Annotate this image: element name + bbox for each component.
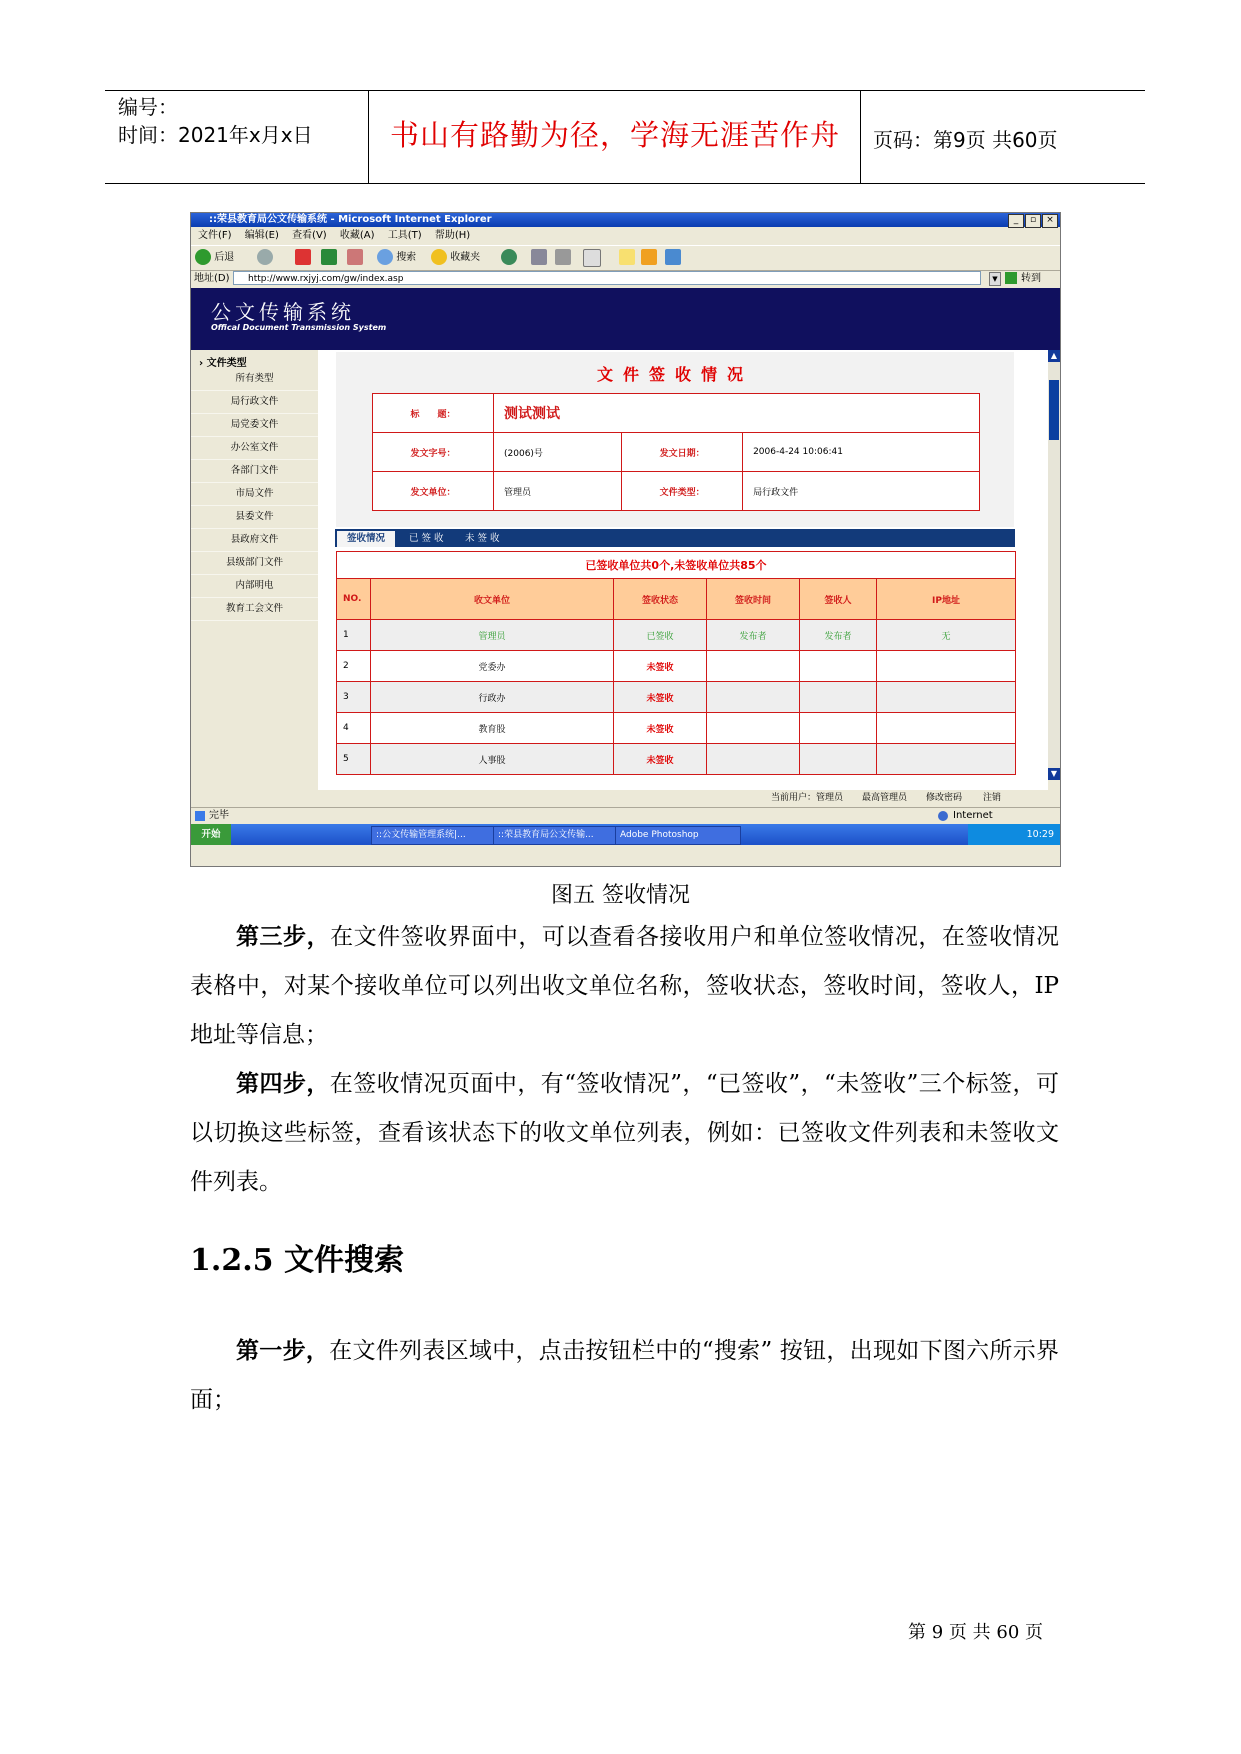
row-unit: 行政办 xyxy=(371,682,614,713)
app-banner xyxy=(191,288,1060,350)
sidebar-item-city-bureau[interactable]: 市局文件 xyxy=(191,483,318,506)
row-person xyxy=(800,651,877,682)
row-person xyxy=(800,682,877,713)
paragraph-step3 xyxy=(190,912,1059,1060)
row-time xyxy=(707,651,800,682)
row-time xyxy=(707,682,800,713)
sidebar-item-county-government[interactable]: 县政府文件 xyxy=(191,529,318,552)
address-input[interactable]: http://www.rxjyj.com/gw/index.asp xyxy=(233,271,981,285)
table-row xyxy=(337,651,1016,682)
row-unit: 党委办 xyxy=(371,651,614,682)
paragraph-text: 在文件列表区域中，点击按钮栏中的“搜索” 按钮，出现如下图六所示界面； xyxy=(190,1338,1060,1413)
vertical-scrollbar[interactable] xyxy=(1048,350,1060,780)
doc-time-label: 时间：2021年x月x日 xyxy=(118,123,313,147)
sidebar-item-county-committee[interactable]: 县委文件 xyxy=(191,506,318,529)
zone-text: Internet xyxy=(953,810,993,821)
row-ip: 无 xyxy=(877,620,1016,651)
step-label: 第四步， xyxy=(236,1070,330,1097)
current-user: 当前用户：管理员 xyxy=(771,793,844,803)
print-icon xyxy=(555,249,571,265)
page-title: 文件签收情况 xyxy=(596,365,753,384)
status-text: 完毕 xyxy=(209,810,229,821)
row-time: 发布者 xyxy=(707,620,800,651)
sidebar-item-union[interactable]: 教育工会文件 xyxy=(191,598,318,621)
row-person xyxy=(800,744,877,775)
system-tray xyxy=(968,824,1060,845)
menu-edit[interactable]: 编辑(E) xyxy=(244,230,279,241)
date-value: 2006-4-24 10:06:41 xyxy=(743,433,980,472)
step-label: 第三步， xyxy=(236,923,331,950)
taskbar-item[interactable]: Adobe Photoshop xyxy=(615,826,741,845)
section-heading: 1.2.5 文件搜索 xyxy=(190,1243,404,1278)
type-value: 局行政文件 xyxy=(743,472,980,511)
document-info-panel xyxy=(336,352,1014,527)
unit-value: 管理员 xyxy=(494,472,622,511)
row-status: 未签收 xyxy=(614,744,707,775)
paragraph-text: 在签收情况页面中，有“签收情况”，“已签收”，“未签收”三个标签，可以切换这些标签，查看该状态下的收文单位列表，例如：已签收文件列表和未签收文件列表。 xyxy=(190,1071,1059,1195)
mail-icon xyxy=(531,249,547,265)
table-row xyxy=(337,620,1016,651)
word-icon xyxy=(583,249,601,267)
tab-sign-status[interactable]: 签收情况 xyxy=(337,531,395,547)
forward-arrow-icon xyxy=(257,249,273,265)
address-bar xyxy=(191,270,1060,287)
main-content xyxy=(318,350,1048,790)
menu-view[interactable]: 查看(V) xyxy=(292,230,327,241)
doc-number-label: 编号： xyxy=(118,95,178,119)
sidebar xyxy=(191,350,319,790)
word-button[interactable] xyxy=(583,249,601,267)
row-ip xyxy=(877,651,1016,682)
menu-favorites[interactable]: 收藏(A) xyxy=(339,230,375,241)
row-person: 发布者 xyxy=(800,620,877,651)
app-title: 公文传输系统 xyxy=(211,300,355,324)
taskbar-item[interactable]: ::荣县教育局公文传输... xyxy=(493,826,619,845)
menu-file[interactable]: 文件(F) xyxy=(198,230,232,241)
paragraph-search-step1 xyxy=(190,1326,1059,1425)
start-button[interactable]: 开始 xyxy=(191,824,231,845)
sign-summary: 已签收单位共0个,未签收单位共85个 xyxy=(337,552,1016,579)
row-no: 5 xyxy=(337,744,371,775)
header-divider xyxy=(860,90,861,183)
back-button[interactable]: 后退 xyxy=(195,249,234,267)
home-icon xyxy=(347,249,363,265)
sidebar-item-internal-telegram[interactable]: 内部明电 xyxy=(191,575,318,598)
column-header-time: 签收时间 xyxy=(707,579,800,620)
scroll-up-icon[interactable]: ▲ xyxy=(1048,350,1060,362)
star-icon xyxy=(431,249,447,265)
scroll-thumb[interactable] xyxy=(1049,380,1059,440)
page-footer: 第 9 页 共 60 页 xyxy=(908,1622,1043,1643)
back-arrow-icon xyxy=(195,249,211,265)
unit-label: 发文单位： xyxy=(373,472,494,511)
row-no: 2 xyxy=(337,651,371,682)
row-no: 3 xyxy=(337,682,371,713)
user-role: 最高管理员 xyxy=(862,793,908,803)
close-button[interactable]: × xyxy=(1042,214,1058,228)
row-status: 已签收 xyxy=(614,620,707,651)
taskbar-item[interactable]: ::公文传输管理系统|... xyxy=(371,826,497,845)
paragraph-step4 xyxy=(190,1059,1059,1207)
row-ip xyxy=(877,682,1016,713)
address-label: 地址(D) xyxy=(194,273,230,284)
sidebar-item-all[interactable]: 所有类型 xyxy=(191,368,318,391)
note-button[interactable] xyxy=(619,249,635,267)
title-label: 标 题： xyxy=(373,394,494,433)
sidebar-item-county-departments[interactable]: 县级部门文件 xyxy=(191,552,318,575)
messenger-button[interactable] xyxy=(665,249,681,267)
sign-table xyxy=(336,551,1016,775)
favorites-button[interactable]: 收藏夹 xyxy=(431,249,480,267)
sidebar-item-office[interactable]: 办公室文件 xyxy=(191,437,318,460)
page-icon xyxy=(195,811,205,821)
row-no: 1 xyxy=(337,620,371,651)
clock: 10:29 xyxy=(1026,829,1054,840)
column-header-no: NO. xyxy=(337,579,371,620)
column-header-ip: IP地址 xyxy=(877,579,1016,620)
window-titlebar xyxy=(191,213,1060,227)
menu-tools[interactable]: 工具(T) xyxy=(387,230,422,241)
row-time xyxy=(707,713,800,744)
sign-tab-bar xyxy=(335,529,1015,547)
row-time xyxy=(707,744,800,775)
row-no: 4 xyxy=(337,713,371,744)
tab-signed[interactable]: 已 签 收 xyxy=(409,533,444,544)
browser-status-bar xyxy=(191,807,1060,824)
refresh-icon xyxy=(321,249,337,265)
menu-bar xyxy=(191,228,1060,244)
row-status: 未签收 xyxy=(614,713,707,744)
header-bottom-rule xyxy=(105,183,1145,184)
change-password-link[interactable]: 修改密码 xyxy=(926,793,963,803)
stop-icon xyxy=(295,249,311,265)
doc-no-value: (2006)号 xyxy=(494,433,622,472)
refresh-button[interactable] xyxy=(321,249,337,267)
doc-no-label: 发文字号： xyxy=(373,433,494,472)
figure-caption: 图五 签收情况 xyxy=(551,883,690,908)
row-status: 未签收 xyxy=(614,682,707,713)
header-top-rule xyxy=(105,90,1145,91)
go-arrow-icon[interactable] xyxy=(1005,272,1017,284)
title-value: 测试测试 xyxy=(494,394,980,433)
minimize-button[interactable]: _ xyxy=(1008,214,1024,228)
sidebar-item-bureau-admin[interactable]: 局行政文件 xyxy=(191,391,318,414)
maximize-button[interactable]: ▫ xyxy=(1025,214,1041,228)
tab-unsigned[interactable]: 未 签 收 xyxy=(465,533,500,544)
row-ip xyxy=(877,713,1016,744)
row-ip xyxy=(877,744,1016,775)
app-subtitle: Offical Document Transmission System xyxy=(211,323,387,332)
sidebar-item-bureau-party[interactable]: 局党委文件 xyxy=(191,414,318,437)
header-motto: 书山有路勤为径，学海无涯苦作舟 xyxy=(389,118,840,152)
header-page-label: 页码：第9页 共60页 xyxy=(873,128,1058,152)
home-button[interactable] xyxy=(347,249,363,267)
date-label: 发文日期： xyxy=(622,433,743,472)
paragraph-text: 在文件签收界面中，可以查看各接收用户和单位签收情况，在签收情况表格中，对某个接收单位可以列出收文单位名称，签收状态，签收时间，签收人，IP地址等信息； xyxy=(190,924,1060,1048)
column-header-unit: 收文单位 xyxy=(371,579,614,620)
search-icon xyxy=(377,249,393,265)
scroll-down-icon[interactable]: ▼ xyxy=(1048,768,1060,780)
step-label: 第一步， xyxy=(236,1337,330,1364)
document-info-table xyxy=(372,393,980,511)
globe-icon xyxy=(938,811,948,821)
browser-screenshot xyxy=(190,212,1061,867)
taskbar xyxy=(191,824,1060,845)
chevron-right-icon: › xyxy=(199,358,204,369)
table-row xyxy=(337,682,1016,713)
header-divider xyxy=(368,90,369,183)
print-button[interactable] xyxy=(555,249,571,267)
column-header-status: 签收状态 xyxy=(614,579,707,620)
row-person xyxy=(800,713,877,744)
history-icon xyxy=(501,249,517,265)
logout-link[interactable]: 注销 xyxy=(983,793,1002,803)
table-row xyxy=(337,713,1016,744)
table-row xyxy=(337,744,1016,775)
sidebar-heading: › 文件类型 xyxy=(199,358,247,369)
forward-button[interactable] xyxy=(257,249,273,267)
history-button[interactable] xyxy=(501,249,517,267)
mail-button[interactable] xyxy=(531,249,547,267)
column-header-person: 签收人 xyxy=(800,579,877,620)
row-unit: 人事股 xyxy=(371,744,614,775)
browser-toolbar xyxy=(191,245,1060,271)
chevron-down-icon[interactable]: ▼ xyxy=(989,272,1001,286)
window-title: ::荣县教育局公文传输系统 - Microsoft Internet Explorer xyxy=(209,214,492,225)
row-status: 未签收 xyxy=(614,651,707,682)
note-icon xyxy=(619,249,635,265)
messenger-icon xyxy=(665,249,681,265)
app-footer xyxy=(318,791,1060,806)
stop-button[interactable] xyxy=(295,249,311,267)
search-button[interactable]: 搜索 xyxy=(377,249,416,267)
sidebar-item-departments[interactable]: 各部门文件 xyxy=(191,460,318,483)
row-unit: 教育股 xyxy=(371,713,614,744)
media-button[interactable] xyxy=(641,249,657,267)
go-button[interactable]: 转到 xyxy=(1021,273,1041,284)
media-icon xyxy=(641,249,657,265)
type-label: 文件类型： xyxy=(622,472,743,511)
menu-help[interactable]: 帮助(H) xyxy=(434,230,471,241)
row-unit: 管理员 xyxy=(371,620,614,651)
